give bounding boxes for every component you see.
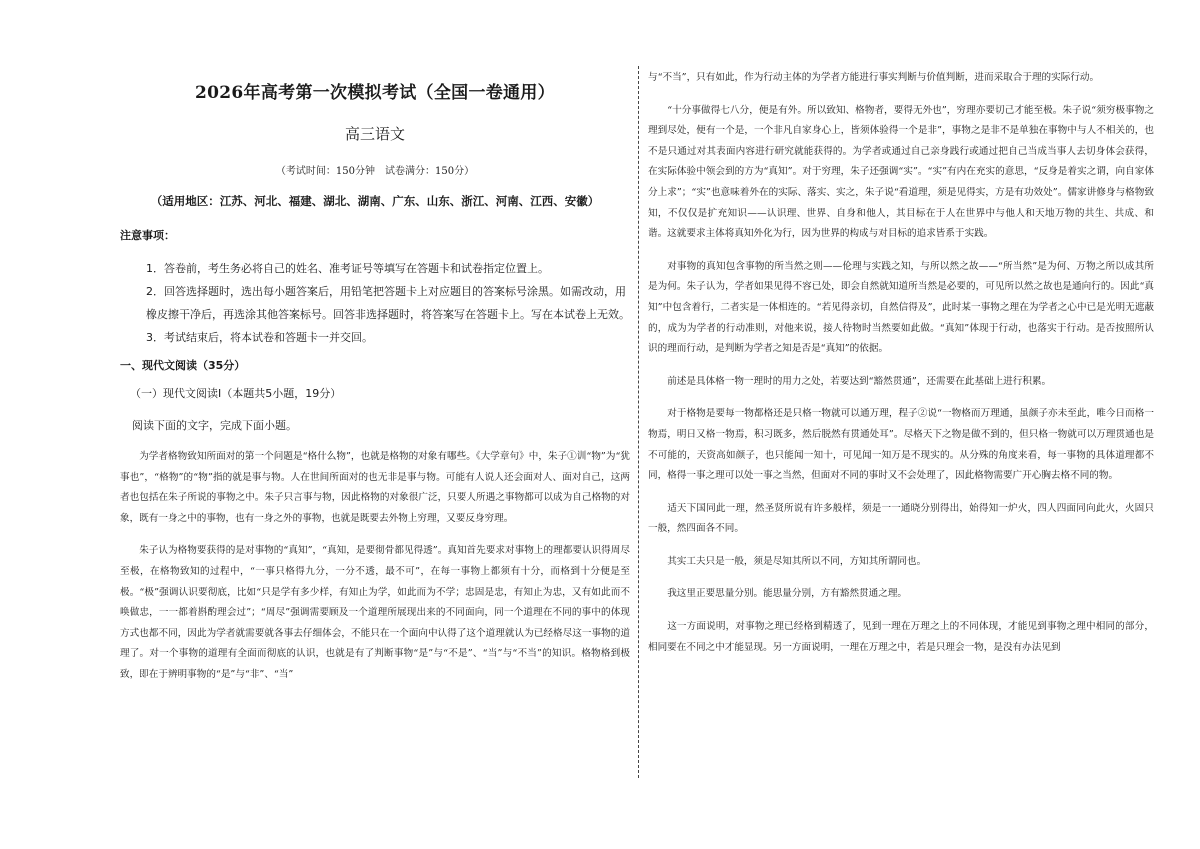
right-column (648, 70, 1154, 658)
passage-paragraph: 与“不当”，只有如此，作为行动主体的为学者方能进行事实判断与价值判断，进而采取合于理的实际行动。 (648, 72, 1100, 83)
exam-subtitle: 高三语文 (344, 125, 405, 143)
applicable-regions: （适用地区：江苏、河北、福建、湖北、湖南、广东、山东、浙江、河南、江西、安徽） (150, 194, 600, 208)
passage-paragraph: 对于格物是要每一物都格还是只格一物就可以通万理，程子②说“一物格而万理通，虽颜子亦未至此，唯今日而格一物焉，明日又格一物焉，积习既多，然后脱然有贯通处耳”。尽格天下之物是做不到的，但只格一物就可以万理贯通也是不可能的，天资高如颜子，也只能闻一知十，可见闻一知万是不现实的。从分殊的角度来看，每一事物的具体道理都不同，格得一事之理可以处一事之当然，但面对不同的事时又不会处理了，因此格物需要广开心胸去格不同的物。 (648, 408, 1154, 482)
notice-item: 2．回答选择题时，选出每小题答案后，用铅笔把答题卡上对应题目的答案标号涂黑。如需改动，用橡皮擦干净后，再选涂其他答案标号。回答非选择题时，将答案写在答题卡上。写在本试卷上无效。 (146, 285, 630, 321)
left-column (120, 70, 630, 686)
reading-instruction: 阅读下面的文字，完成下面小题。 (132, 419, 297, 432)
passage-paragraph: 其实工夫只是一般，须是尽知其所以不同，方知其所谓同也。 (667, 555, 927, 567)
notice-item: 1．答卷前，考生务必将自己的姓名、准考证号等填写在答题卡和试卷指定位置上。 (146, 262, 549, 275)
notice-item: 3．考试结束后，将本试卷和答题卡一并交回。 (146, 331, 373, 344)
column-divider (638, 66, 639, 778)
passage-paragraph: 我这里正要思量分别。能思量分别，方有豁然贯通之理。 (667, 588, 908, 600)
section-subheading: （一）现代文阅读Ⅰ（本题共5小题，19分） (130, 387, 342, 400)
passage-paragraph: 前述是具体格一物一理时的用力之处，若要达到“豁然贯通”，还需要在此基础上进行积累。 (667, 375, 1052, 387)
passage-paragraph: 适天下国同此一理，然圣贤所说有许多般样，须是一一通晓分别得出，始得知一炉火，四人四面同向此火，火固只一般，然四面各不同。 (648, 502, 1154, 535)
exam-title: 2026年高考第一次模拟考试（全国一卷通用） (195, 83, 555, 103)
notice-heading: 注意事项： (120, 229, 175, 242)
passage-paragraph: 朱子认为格物要获得的是对事物的“真知”，“真知，是要彻骨都见得透”。真知首先要求对事物上的理都要认识得周尽至极，在格物致知的过程中，“一事只格得九分，一分不透，最不可”，在每一事物上都须有十分，而格到十分便是至极。“极”强调认识要彻底，比如“只是学有多少样，有知止为学，如此而为不学；忠固是忠，有知止为忠，又有如此而不唤做忠，一一都着斟酌理会过”；“周尽”强调需要顾及一个道理所展现出来的不同面向，同一个道理在不同的事中的体现方式也都不同，因此为学者就需要就各事去仔细体会，不能只在一个面向中认得了这个道理就认为已经格尽这一事物的道理了。对一个事物的道理有全面而彻底的认识，也就是有了判断事物“是”与“不是”、“当”与“不当”的知识。格物格到极致，即在于辨明事物的“是”与“非”、“当” (120, 545, 630, 680)
passage-paragraph: 对事物的真知包含事物的所当然之则——伦理与实践之知，与所以然之故——“所当然”是为何、万物之所以成其所是为何。朱子认为，学者如果见得不容已处，即会自然就知道所当然是必要的，可见所以然之故也是通向行的。因此“真知”中包含着行，二者实是一体相连的。“若见得亲切，自然信得及”，此时某一事物之理在为学者之心中已是光明无遮蔽的，成为为学者的行动准则，对他来说，接人待物时当然要如此做。“真知”体现于行动，也落实于行动。是否按照所认识的理而行动，是判断为学者之知是否是“真知”的依据。 (648, 260, 1154, 355)
passage-paragraph: “十分事做得七八分，便是有外。所以致知、格物者，要得无外也”，穷理亦要切己才能至极。朱子说“须穷极事物之理到尽处，便有一个是，一个非凡自家身心上，皆须体验得一个是非”，事物之是非不是单独在事物中与人不相关的，也不是只通过对其表面内容进行研究就能获得的。为学者或通过自己亲身践行或通过把自己当成当事人去切身体会获得，在实际体验中领会到的方为“真知”。对于穷理，朱子还强调“实”。“实”有内在充实的意思，“反身是着实之谓，向自家体分上求”；“实”也意味着外在的实际、落实、实之，朱子说“看道理，须是见得实，方是有功效处”。儒家讲修身与格物致知，不仅仅是扩充知识——认识理、世界、自身和他人，其目标在于人在世界中与他人和天地万物的共生、共成、和谐。这就要求主体将真知外化为行，因为世界的构成与对目标的追求皆系于实践。 (648, 104, 1154, 240)
exam-time-score: （考试时间：150分钟 试卷满分：150分） (275, 166, 475, 177)
passage-paragraph: 为学者格物致知所面对的第一个问题是“格什么物”，也就是格物的对象有哪些。《大学章句》中，朱子①训“物”为“犹事也”，“格物”的“物”指的就是事与物。人在世间所面对的也无非是事与物。可能有人说人还会面对人、面对自己，这两者也包括在朱子所说的事物之中。朱子只言事与物，因此格物的对象很广泛，只要人所遇之事物都可以成为自己格物的对象，既有一身之中的事物，也有一身之外的事物，也就是既要去外物上穷理，又要反身穷理。 (120, 451, 630, 524)
passage-paragraph: 这一方面说明，对事物之理已经格到精透了，见到一理在万理之上的不同体现，才能见到事物之理中相同的部分，相同要在不同之中才能显现。另一方面说明，一理在万理之中，若是只理会一物，是没有办法见到 (648, 621, 1154, 653)
section-heading: 一、现代文阅读（35分） (120, 359, 246, 372)
